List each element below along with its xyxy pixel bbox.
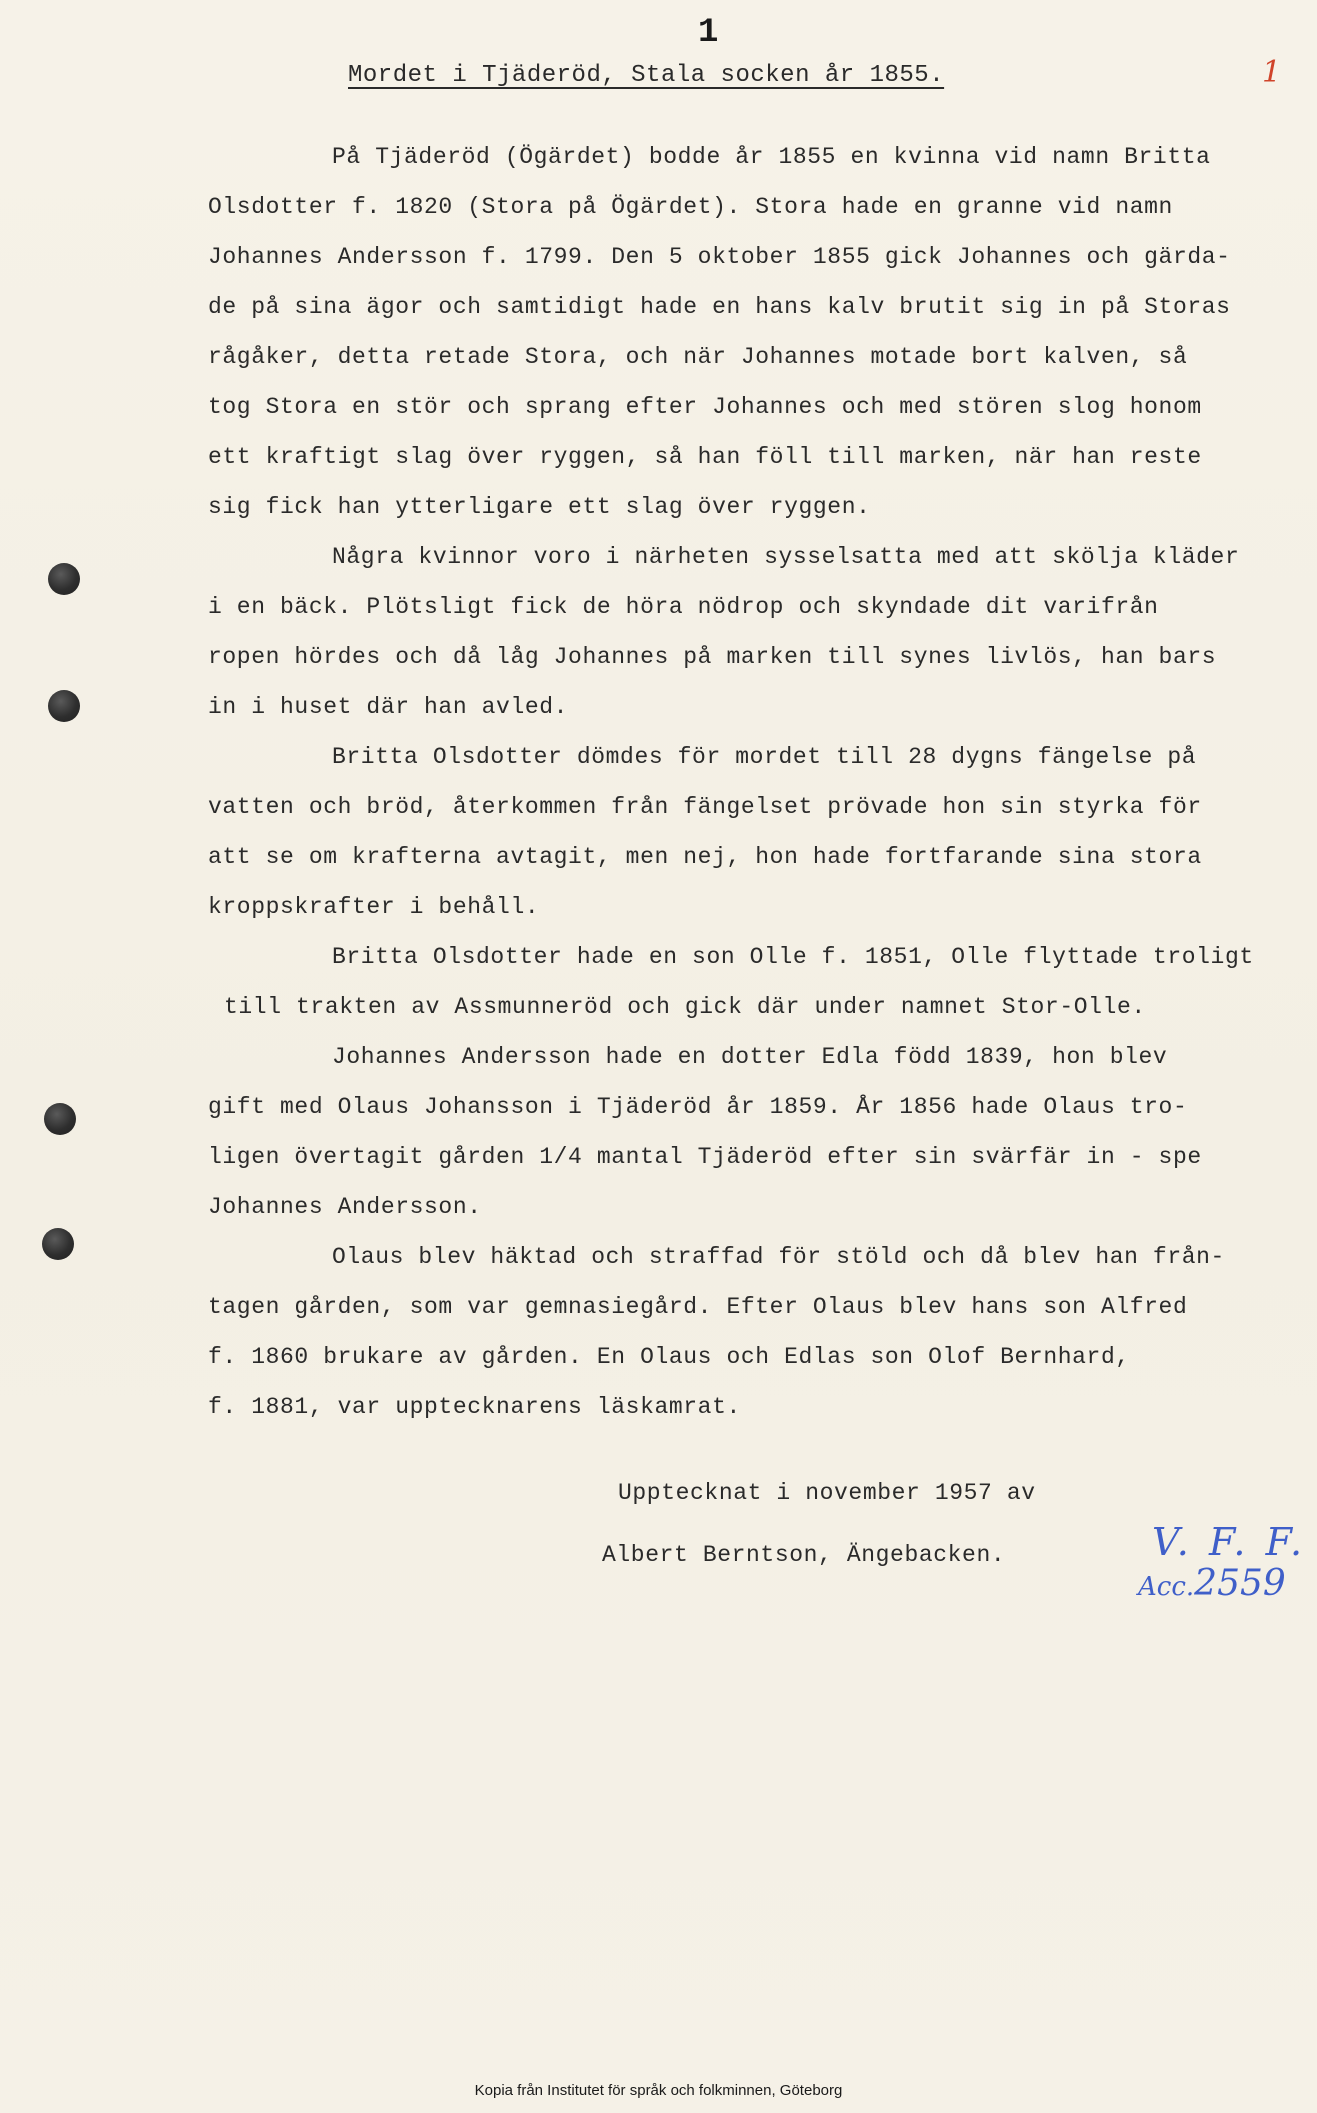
stamp-accession	[1138, 1564, 1308, 1607]
text-line: rågåker, detta retade Stora, och när Johannes motade bort kalven, så	[208, 344, 1188, 370]
text-line: f. 1860 brukare av gården. En Olaus och Edlas son Olof Bernhard,	[208, 1344, 1130, 1370]
text-line: Olaus blev häktad och straffad för stöld och då blev han från-	[332, 1244, 1225, 1270]
paragraph-4	[208, 932, 1313, 1032]
paragraph-2	[208, 532, 1313, 732]
signature-block	[602, 1462, 1036, 1586]
text-line: sig fick han ytterligare ett slag över ryggen.	[208, 494, 871, 520]
text-line: i en bäck. Plötsligt fick de höra nödrop och skyndade dit varifrån	[208, 594, 1159, 620]
text-line: ropen hördes och då låg Johannes på marken till synes livlös, han bars	[208, 644, 1217, 670]
text-line: Britta Olsdotter hade en son Olle f. 1851, Olle flyttade troligt	[332, 944, 1254, 970]
punch-hole	[48, 690, 80, 722]
text-line: Några kvinnor voro i närheten sysselsatta med att skölja kläder	[332, 544, 1240, 570]
text-line: de på sina ägor och samtidigt hade en hans kalv brutit sig in på Storas	[208, 294, 1231, 320]
text-line: Johannes Andersson.	[208, 1194, 482, 1220]
text-line: På Tjäderöd (Ögärdet) bodde år 1855 en kvinna vid namn Britta	[332, 144, 1211, 170]
stamp-institution: V. F. F.	[1152, 1520, 1307, 1564]
author-signature: Albert Berntson, Ängebacken.	[602, 1542, 1006, 1568]
punch-hole	[44, 1103, 76, 1135]
paragraph-1	[208, 132, 1313, 532]
text-line: Johannes Andersson f. 1799. Den 5 oktober 1855 gick Johannes och gärda-	[208, 244, 1231, 270]
text-line: tog Stora en stör och sprang efter Johannes och med stören slog honom	[208, 394, 1202, 420]
text-line: ett kraftigt slag över ryggen, så han föll till marken, när han reste	[208, 444, 1202, 470]
text-line: tagen gården, som var gemnasiegård. Efter Olaus blev hans son Alfred	[208, 1294, 1188, 1320]
archive-page-mark: 1	[1262, 55, 1282, 90]
paragraph-6	[208, 1232, 1313, 1432]
text-line: f. 1881, var upptecknarens läskamrat.	[208, 1394, 741, 1420]
text-line: Johannes Andersson hade en dotter Edla född 1839, hon blev	[332, 1044, 1168, 1070]
copy-footer: Kopia från Institutet för språk och folkminnen, Göteborg	[474, 2082, 843, 2099]
page-number: 1	[698, 14, 719, 52]
document-title: Mordet i Tjäderöd, Stala socken år 1855.	[348, 62, 945, 89]
text-line: Olsdotter f. 1820 (Stora på Ögärdet). Stora hade en granne vid namn	[208, 194, 1173, 220]
text-line: kroppskrafter i behåll.	[208, 894, 540, 920]
text-line: vatten och bröd, återkommen från fängelset prövade hon sin styrka för	[208, 794, 1202, 820]
text-line: Britta Olsdotter dömdes för mordet till 28 dygns fängelse på	[332, 744, 1197, 770]
archive-stamp	[1138, 1520, 1308, 1607]
paragraph-5	[208, 1032, 1313, 1232]
stamp-acc-label: Acc.	[1138, 1572, 1195, 1602]
text-line: att se om krafterna avtagit, men nej, hon hade fortfarande sina stora	[208, 844, 1202, 870]
recorded-note: Upptecknat i november 1957 av	[618, 1480, 1036, 1506]
text-line: gift med Olaus Johansson i Tjäderöd år 1859. År 1856 hade Olaus tro-	[208, 1094, 1188, 1120]
text-line: in i huset där han avled.	[208, 694, 569, 720]
text-line: ligen övertagit gården 1/4 mantal Tjäderöd efter sin svärfär in - spe	[208, 1144, 1202, 1170]
paragraph-3	[208, 732, 1313, 932]
document-body	[208, 132, 1313, 1432]
text-line: till trakten av Assmunneröd och gick där under namnet Stor-Olle.	[224, 994, 1146, 1020]
stamp-acc-number: 2559	[1194, 1563, 1286, 1604]
punch-hole	[48, 563, 80, 595]
punch-hole	[42, 1228, 74, 1260]
